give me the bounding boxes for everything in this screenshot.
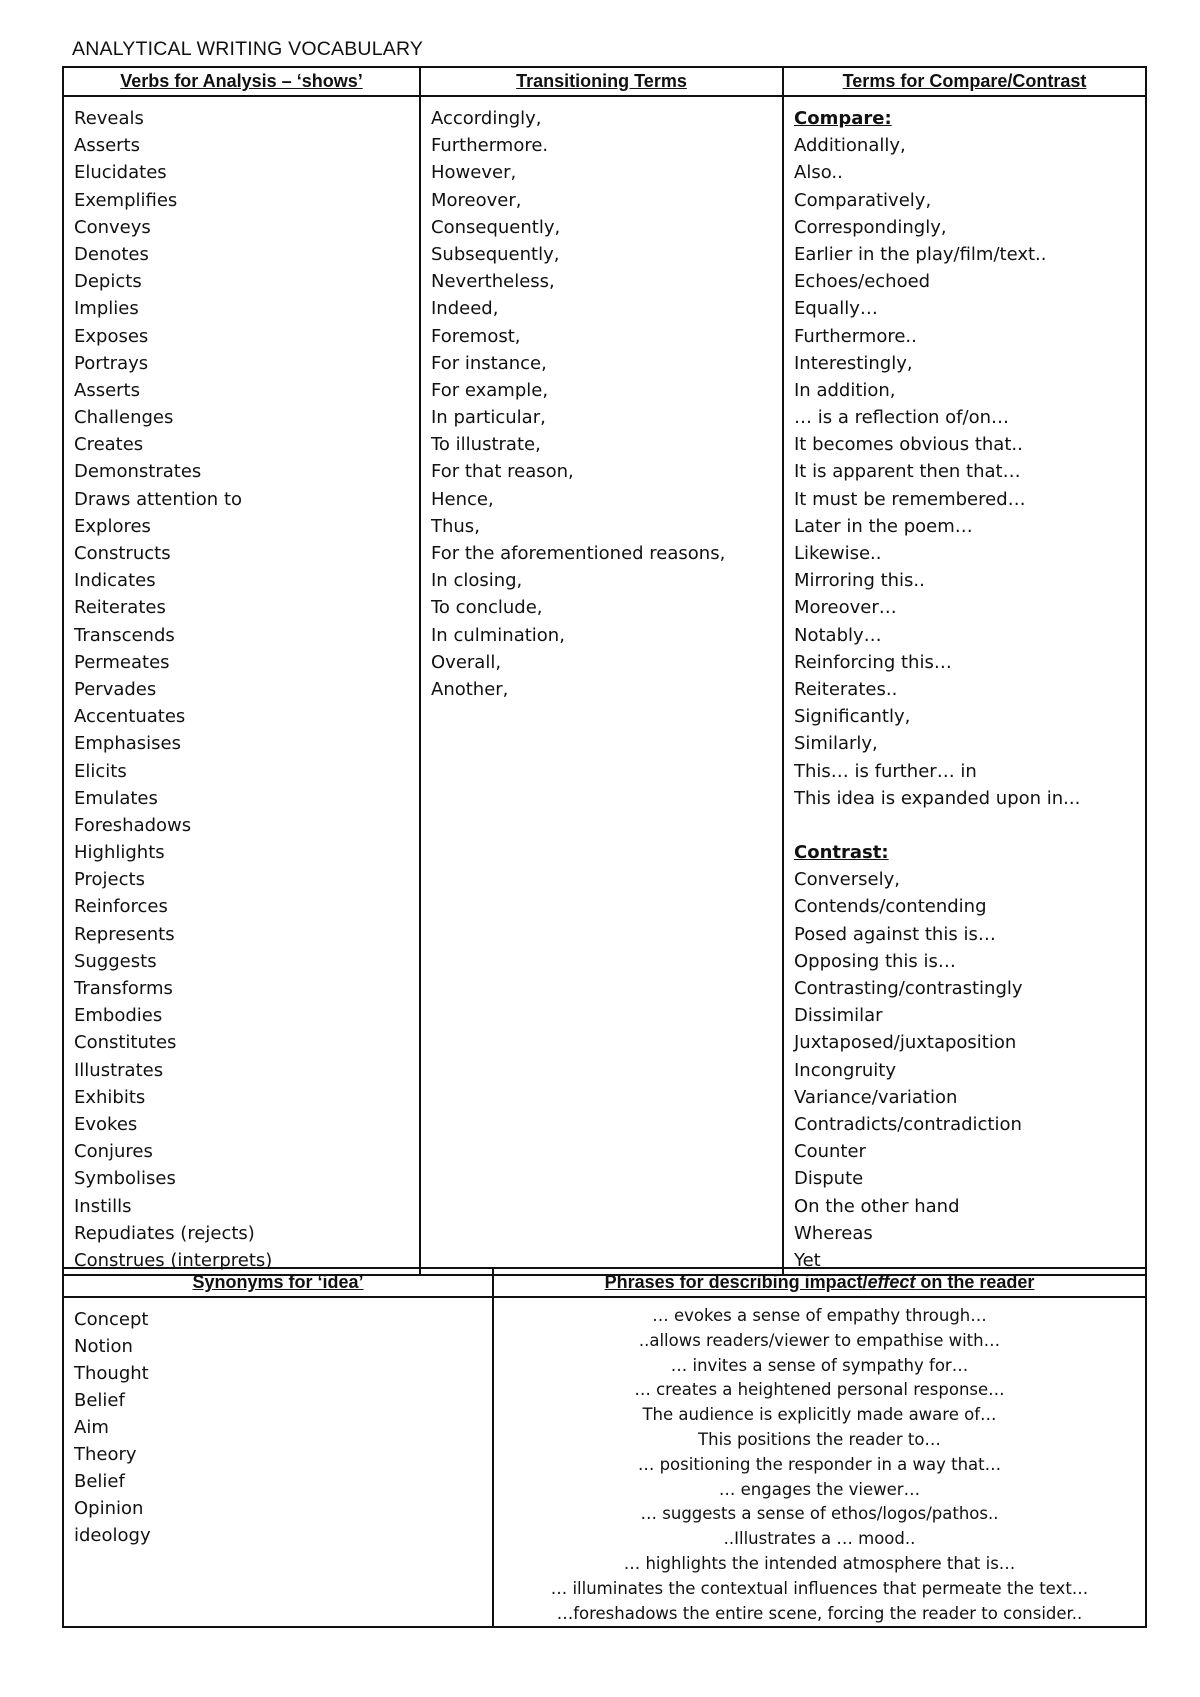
phrase-item: … suggests a sense of ethos/logos/pathos.. (640, 1504, 999, 1524)
compare-contrast-list (784, 97, 1145, 1274)
compare-heading: Compare: (794, 108, 892, 129)
transition-item: Nevertheless, (431, 271, 555, 293)
verb-item: Construes (interprets) (74, 1249, 273, 1271)
compare-item: Earlier in the play/film/text.. (794, 243, 1047, 265)
verb-item: Exemplifies (74, 189, 178, 211)
compare-item: Correspondingly, (794, 216, 947, 238)
verb-item: Indicates (74, 570, 156, 592)
verb-item: Represents (74, 923, 175, 945)
verb-item: Emphasises (74, 733, 181, 755)
transition-item: In particular, (431, 407, 546, 429)
vocabulary-table-body-row (63, 96, 1146, 1275)
synonym-item: Notion (74, 1336, 133, 1357)
vocabulary-table (62, 66, 1147, 1276)
verb-item: Accentuates (74, 706, 186, 728)
transition-item: Another, (431, 678, 509, 700)
transitions-column-header: Transitioning Terms (420, 67, 783, 96)
transition-item: However, (431, 162, 517, 184)
contrast-item: Contrasting/contrastingly (794, 978, 1023, 999)
verb-item: Exhibits (74, 1086, 146, 1108)
verb-item: Constitutes (74, 1032, 177, 1054)
compare-item: It is apparent then that… (794, 461, 1021, 483)
verb-item: Foreshadows (74, 814, 192, 836)
contrast-item: Variance/variation (794, 1086, 958, 1108)
phrase-item: … positioning the responder in a way that… (637, 1454, 1002, 1474)
transition-item: Furthermore. (431, 135, 549, 157)
contrast-item: Dissimilar (794, 1005, 883, 1027)
verb-item: Creates (74, 434, 144, 456)
transition-item: Foremost, (431, 325, 521, 347)
compare-item: Additionally, (794, 135, 906, 157)
transition-item: Thus, (431, 515, 480, 537)
verb-item: Denotes (74, 243, 149, 265)
verb-item: Transcends (74, 624, 175, 646)
contrast-item: Counter (794, 1141, 866, 1163)
document-title: ANALYTICAL WRITING VOCABULARY (72, 38, 424, 60)
synonym-item: Belief (74, 1390, 125, 1411)
compare-item: Likewise.. (794, 543, 882, 564)
compare-item: Later in the poem… (794, 515, 973, 537)
compare-item: Similarly, (794, 733, 878, 755)
verb-item: Suggests (74, 950, 157, 972)
transition-item: For the aforementioned reasons, (431, 543, 726, 564)
synonym-item: Theory (74, 1444, 137, 1465)
compare-item: Moreover… (794, 597, 897, 619)
verb-item: Transforms (74, 978, 173, 999)
verb-item: Evokes (74, 1113, 138, 1135)
verb-item: Reveals (74, 108, 144, 129)
synonym-item: Belief (74, 1471, 125, 1492)
synonym-item: Concept (74, 1309, 149, 1330)
verb-item: Explores (74, 515, 151, 537)
phrases-column-header (493, 1268, 1146, 1297)
verb-item: Reinforces (74, 896, 168, 918)
verb-item: Repudiates (rejects) (74, 1222, 255, 1244)
verb-item: Asserts (74, 379, 140, 401)
phrase-item: … invites a sense of sympathy for… (670, 1355, 969, 1375)
verb-item: Implies (74, 298, 139, 320)
transition-item: Accordingly, (431, 108, 542, 129)
compare-item: Also.. (794, 162, 843, 184)
verb-item: Depicts (74, 271, 142, 293)
compare-list (794, 132, 1145, 812)
compare-item: It becomes obvious that.. (794, 434, 1023, 456)
compare-item: Significantly, (794, 706, 911, 728)
contrast-item: Opposing this is… (794, 950, 956, 972)
compare-item: Equally… (794, 298, 878, 320)
vocabulary-table-header-row (63, 67, 1146, 96)
transition-item: In closing, (431, 570, 523, 592)
transition-item: Subsequently, (431, 243, 560, 265)
transition-item: Overall, (431, 651, 502, 673)
verb-item: Elucidates (74, 162, 167, 184)
phrase-item: ..Illustrates a … mood.. (723, 1529, 916, 1549)
verb-item: Constructs (74, 543, 171, 564)
idea-impact-body-row (63, 1297, 1146, 1627)
verb-item: Asserts (74, 135, 140, 157)
transition-item: For instance, (431, 352, 547, 374)
synonym-item: Opinion (74, 1498, 144, 1519)
verb-item: Illustrates (74, 1059, 164, 1081)
verb-item: Emulates (74, 787, 158, 809)
contrast-item: Conversely, (794, 869, 900, 891)
phrase-item: … highlights the intended atmosphere that is… (623, 1553, 1016, 1573)
transition-item: Moreover, (431, 189, 522, 211)
verb-item: Permeates (74, 651, 170, 673)
verb-item: Pervades (74, 678, 157, 700)
compare-item: In addition, (794, 379, 896, 401)
transition-item: In culmination, (431, 624, 565, 646)
contrast-item: Posed against this is… (794, 923, 996, 945)
idea-impact-header-row (63, 1268, 1146, 1297)
compare-item: It must be remembered… (794, 488, 1026, 510)
phrase-item: … evokes a sense of empathy through… (652, 1306, 987, 1325)
compare-item: Comparatively, (794, 189, 932, 211)
synonym-item: ideology (74, 1525, 151, 1546)
compare-item: Mirroring this.. (794, 570, 925, 592)
verb-item: Conjures (74, 1141, 153, 1163)
compare-item: Furthermore.. (794, 325, 917, 347)
verb-item: Portrays (74, 352, 149, 374)
contrast-item: Contends/contending (794, 896, 987, 918)
contrast-item: Incongruity (794, 1059, 896, 1081)
verb-item: Challenges (74, 407, 174, 429)
verb-item: Elicits (74, 760, 127, 782)
contrast-item: On the other hand (794, 1195, 960, 1217)
compare-item: This… is further… in (794, 760, 977, 782)
phrase-item: … engages the viewer… (718, 1479, 921, 1499)
compare-item: Notably… (794, 624, 882, 646)
verb-item: Instills (74, 1195, 132, 1217)
contrast-heading: Contrast: (794, 842, 889, 864)
phrases-header-effect: effect (867, 1272, 916, 1292)
contrast-list (794, 866, 1145, 1274)
transition-item: Consequently, (431, 216, 561, 238)
phrases-header-part: Phrases for describing impact/ (604, 1272, 868, 1292)
section-spacer (794, 812, 1145, 839)
verb-item: Conveys (74, 216, 151, 238)
compare-contrast-column-header: Terms for Compare/Contrast (783, 67, 1146, 96)
synonyms-column-header: Synonyms for ‘idea’ (63, 1268, 493, 1297)
phrase-item: …foreshadows the entire scene, forcing the reader to consider.. (556, 1603, 1083, 1623)
phrase-item: ..allows readers/viewer to empathise with… (638, 1330, 1001, 1350)
verbs-column-header: Verbs for Analysis – ‘shows’ (63, 67, 420, 96)
verb-item: Reiterates (74, 597, 166, 619)
synonym-item: Aim (74, 1417, 109, 1438)
verb-item: Demonstrates (74, 461, 202, 483)
phrase-item: This positions the reader to… (698, 1429, 941, 1449)
compare-item: This idea is expanded upon in... (794, 787, 1081, 809)
transitions-list (421, 97, 782, 703)
transition-item: Indeed, (431, 298, 499, 320)
idea-impact-table (62, 1267, 1147, 1628)
synonyms-list (64, 1298, 492, 1549)
contrast-item: Contradicts/contradiction (794, 1113, 1022, 1135)
transition-item: To conclude, (431, 597, 543, 619)
compare-item: Interestingly, (794, 352, 913, 374)
compare-item: Reinforcing this… (794, 651, 952, 673)
transition-item: Hence, (431, 488, 494, 510)
phrase-item: … illuminates the contextual influences that permeate the text… (550, 1578, 1089, 1598)
contrast-item: Dispute (794, 1168, 864, 1190)
synonym-item: Thought (74, 1363, 149, 1384)
transition-item: For example, (431, 379, 549, 401)
contrast-item: Juxtaposed/juxtaposition (794, 1032, 1017, 1054)
compare-item: Reiterates.. (794, 678, 898, 700)
phrases-header-part: on the reader (915, 1272, 1035, 1292)
contrast-item: Whereas (794, 1222, 873, 1244)
verb-item: Draws attention to (74, 488, 243, 510)
phrase-item: … creates a heightened personal response… (634, 1380, 1005, 1400)
phrases-list (494, 1298, 1145, 1626)
compare-item: Echoes/echoed (794, 271, 931, 293)
verbs-list (64, 97, 419, 1274)
compare-item: … is a reflection of/on… (794, 407, 1009, 429)
transition-item: To illustrate, (431, 434, 541, 456)
transition-item: For that reason, (431, 461, 574, 483)
phrase-item: The audience is explicitly made aware of… (642, 1405, 997, 1425)
verb-item: Exposes (74, 325, 149, 347)
verb-item: Embodies (74, 1005, 163, 1027)
verb-item: Projects (74, 869, 145, 891)
verb-item: Symbolises (74, 1168, 176, 1190)
verb-item: Highlights (74, 842, 165, 864)
contrast-item: Yet (794, 1249, 821, 1271)
